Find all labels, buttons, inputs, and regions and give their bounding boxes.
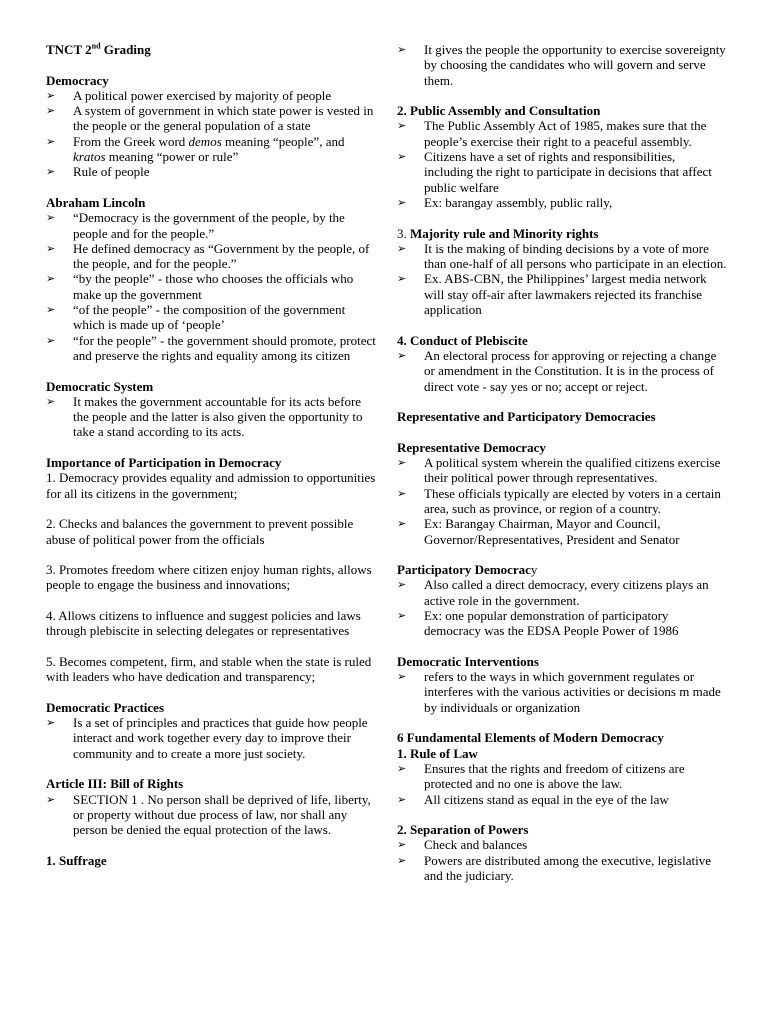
- system-list: [46, 394, 376, 440]
- list-item: ➢ Also called a direct democracy, every citizens plays an active role in the government.: [397, 577, 727, 608]
- heading-text: Majority rule and Minority rights: [410, 225, 599, 241]
- list-item: ➢ “Democracy is the government of the people, by the people and for the people.”: [46, 210, 376, 241]
- plebiscite-list: [397, 348, 727, 394]
- list-item: ➢ Ex: barangay assembly, public rally,: [397, 195, 727, 210]
- list-item: ➢ Ex: Barangay Chairman, Mayor and Council, Governor/Representatives, President and Senator: [397, 516, 727, 547]
- section-heading-democracy: Democracy: [46, 72, 109, 88]
- separation-list: [397, 837, 727, 883]
- suffrage-list: [397, 42, 727, 88]
- section-heading-importance: Importance of Participation in Democracy: [46, 455, 282, 471]
- list-item: ➢ Check and balances: [397, 837, 727, 852]
- list-item: ➢ refers to the ways in which government regulates or interferes with the various activities or decisions m made by individuals or organization: [397, 669, 727, 715]
- paragraph: 1. Democracy provides equality and admission to opportunities for all its citizens in the government;: [46, 470, 376, 501]
- section-heading-participatory: [397, 562, 727, 577]
- section-heading-suffrage: 1. Suffrage: [46, 852, 107, 868]
- paragraph: 5. Becomes competent, firm, and stable when the state is ruled with leaders who have dedication and transparency;: [46, 653, 372, 685]
- list-item: ➢ An electoral process for approving or rejecting a change or amendment in the Constitution. It is in the process of direct vote - say yes or no; accept or reject.: [397, 348, 727, 394]
- democracy-list: [46, 88, 376, 180]
- heading-text: Participatory Democrac: [397, 562, 531, 578]
- paragraph: 4. Allows citizens to influence and suggest policies and laws through plebiscite in selecting delegates or representatives: [46, 607, 361, 639]
- title-prefix: TNCT 2: [46, 42, 92, 57]
- subheading-separation-of-powers: 2. Separation of Powers: [397, 822, 529, 838]
- list-item: ➢ “by the people” - those who chooses the officials who make up the government: [46, 271, 376, 302]
- section-heading-lincoln: Abraham Lincoln: [46, 194, 146, 210]
- lincoln-list: [46, 210, 376, 363]
- section-heading-assembly: 2. Public Assembly and Consultation: [397, 103, 601, 119]
- list-item: ➢ Ex. ABS-CBN, the Philippines’ largest media network will stay off-air after lawmakers rejected its franchise application: [397, 271, 727, 317]
- paragraph: 2. Checks and balances the government to prevent possible abuse of political power from the officials: [46, 516, 354, 547]
- list-item: ➢ From the Greek word demos meaning “people”, and kratos meaning “power or rule”: [46, 134, 376, 165]
- right-column: [397, 42, 727, 883]
- section-heading-representative: Representative Democracy: [397, 439, 546, 455]
- list-item: ➢ SECTION 1 . No person shall be deprived of life, liberty, or property without due process of law, nor shall any person be denied the equal protection of the laws.: [46, 792, 376, 838]
- list-item: ➢ It gives the people the opportunity to exercise sovereignty by choosing the candidates who will govern and serve them.: [397, 42, 727, 88]
- list-item: ➢ He defined democracy as “Government by the people, of the people, and for the people.”: [46, 241, 376, 272]
- paragraph: 3. Promotes freedom where citizen enjoy human rights, allows people to engage the business and innovations;: [46, 562, 372, 593]
- list-item: ➢ It is the making of binding decisions by a vote of more than one-half of all persons who participate in an election.: [397, 241, 727, 272]
- page-title: [46, 42, 376, 57]
- list-item: ➢ All citizens stand as equal in the eye of the law: [397, 792, 727, 807]
- list-item: ➢ “for the people” - the government should promote, protect and preserve the rights and equality among its citizen: [46, 333, 376, 364]
- rule-of-law-list: [397, 761, 727, 807]
- left-column: [46, 42, 376, 868]
- subheading-rule-of-law: 1. Rule of Law: [397, 745, 478, 761]
- list-item: ➢ These officials typically are elected by voters in a certain area, such as province, or region of a country.: [397, 486, 727, 517]
- title-sup: nd: [91, 41, 101, 51]
- representative-list: [397, 455, 727, 547]
- section-heading-rep-part: Representative and Participatory Democracies: [397, 409, 656, 425]
- list-item: ➢ Ensures that the rights and freedom of citizens are protected and no one is above the law.: [397, 761, 727, 792]
- section-heading-interventions: Democratic Interventions: [397, 653, 539, 669]
- list-item: ➢ Rule of people: [46, 164, 376, 179]
- majority-list: [397, 241, 727, 317]
- title-suffix: Grading: [100, 42, 151, 57]
- interventions-list: [397, 669, 727, 715]
- section-heading-practices: Democratic Practices: [46, 699, 165, 715]
- list-item: ➢ Powers are distributed among the executive, legislative and the judiciary.: [397, 853, 727, 884]
- list-item: ➢ Is a set of principles and practices that guide how people interact and work together every day to improve their community and to create a more just society.: [46, 715, 376, 761]
- section-heading-plebiscite: 4. Conduct of Plebiscite: [397, 332, 528, 348]
- list-item: ➢ The Public Assembly Act of 1985, makes sure that the people’s exercise their right to a peaceful assembly.: [397, 118, 727, 149]
- list-item: ➢ A system of government in which state power is vested in the people or the general population of a state: [46, 103, 376, 134]
- heading-number: 3.: [397, 225, 410, 241]
- participatory-list: [397, 577, 727, 638]
- section-heading-article: Article III: Bill of Rights: [46, 776, 184, 792]
- list-item: ➢ Citizens have a set of rights and responsibilities, including the right to participate in decisions that affect public welfare: [397, 149, 727, 195]
- list-item: ➢ A political power exercised by majority of people: [46, 88, 376, 103]
- section-heading-elements: 6 Fundamental Elements of Modern Democracy: [397, 730, 664, 746]
- list-item: ➢ “of the people” - the composition of the government which is made up of ‘people’: [46, 302, 376, 333]
- list-item: ➢ It makes the government accountable for its acts before the people and the latter is also given the opportunity to take a stand according to its acts.: [46, 394, 376, 440]
- list-item: ➢ A political system wherein the qualified citizens exercise their political power through representatives.: [397, 455, 727, 486]
- section-heading-majority: [397, 226, 727, 241]
- section-heading-system: Democratic System: [46, 378, 154, 394]
- heading-tail: y: [530, 562, 538, 578]
- practices-list: [46, 715, 376, 761]
- list-item: ➢ Ex: one popular demonstration of participatory democracy was the EDSA People Power of 1986: [397, 608, 727, 639]
- assembly-list: [397, 118, 727, 210]
- article-list: [46, 792, 376, 838]
